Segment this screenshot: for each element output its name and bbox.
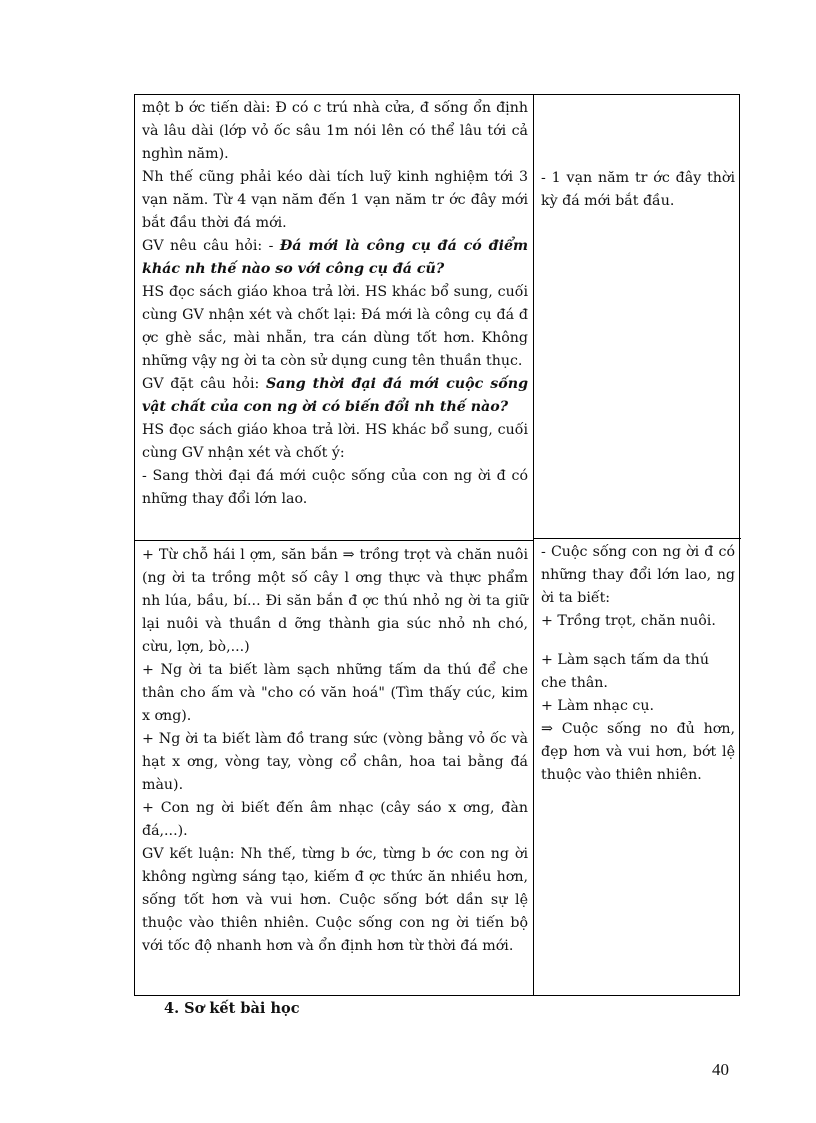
paragraph: Nh thế cũng phải kéo dài tích luỹ kinh nghiệm tới 3 vạn năm. Từ 4 vạn năm đến 1 vạn năm tr ớc đây mới bắt đầu thời đá mới. [142, 169, 528, 231]
question-paragraph [142, 373, 528, 419]
paragraph: HS đọc sách giáo khoa trả lời. HS khác bổ sung, cuối cùng GV nhận xét và chốt lại: Đá mới là công cụ đá đ ợc ghè sắc, mài nhẵn, tra cán dùng tốt hơn. Không những vậy ng ời ta còn sử dụng cung tên thuần thục. [142, 284, 528, 369]
right-row-divider [534, 538, 741, 539]
paragraph: + Con ng ời biết đến âm nhạc (cây sáo x ơng, đàn đá,...). [142, 800, 528, 839]
note: + Làm sạch tấm da thú che thân. [541, 652, 709, 691]
question-prefix: GV đặt câu hỏi: [142, 376, 266, 392]
left-row-divider [135, 540, 533, 541]
note: + Làm nhạc cụ. [541, 698, 655, 714]
question-text: Đá mới là công cụ đá có điểm khác nh thế nào so với công cụ đá cũ? [142, 238, 529, 277]
paragraph: + Từ chỗ hái l ợm, săn bắn ⇒ trồng trọt và chăn nuôi (ng ời ta trồng một số cây l ơng thực và thực phẩm nh lúa, bầu, bí... Đi săn bắn đ ợc thú nhỏ ng ời ta giữ lại nuôi và thuần d ỡng thành gia súc nhỏ nh chó, cừu, lợn, bò,...) [142, 547, 528, 655]
question-paragraph [142, 235, 528, 281]
paragraph: + Ng ời ta biết làm đồ trang sức (vòng bằng vỏ ốc và hạt x ơng, vòng tay, vòng cổ chân, hoa tai bằng đá màu). [142, 731, 528, 793]
section-heading: 4. Sơ kết bài học [164, 1000, 300, 1017]
paragraph: - Sang thời đại đá mới cuộc sống của con ng ời đ có những thay đổi lớn lao. [142, 468, 528, 507]
note: - Cuộc sống con ng ời đ có những thay đổi lớn lao, ng ời ta biết: [541, 544, 735, 606]
note: ⇒ Cuộc sống no đủ hơn, đẹp hơn và vui hơn, bớt lệ thuộc vào thiên nhiên. [541, 721, 735, 783]
question-prefix: GV nêu câu hỏi: - [142, 238, 280, 254]
column-divider [533, 95, 534, 995]
left-cell-activity-2 [142, 544, 528, 958]
right-cell-note-1 [541, 167, 735, 213]
question-text: Sang thời đại đá mới cuộc sống vật chất của con ng ời có biến đổi nh thế nào? [142, 376, 528, 415]
note: - 1 vạn năm tr ớc đây thời kỳ đá mới bắt đầu. [541, 170, 735, 209]
page-number: 40 [712, 1060, 729, 1079]
right-cell-note-2 [541, 541, 735, 787]
left-cell-activity-1 [142, 97, 528, 511]
paragraph: GV kết luận: Nh thế, từng b ớc, từng b ớc con ng ời không ngừng sáng tạo, kiếm đ ợc thức ăn nhiều hơn, sống tốt hơn và vui hơn. Cuộc sống bớt dần sự lệ thuộc vào thiên nhiên. Cuộc sống con ng ời tiến bộ với tốc độ nhanh hơn và ổn định hơn từ thời đá mới. [142, 846, 528, 954]
paragraph: HS đọc sách giáo khoa trả lời. HS khác bổ sung, cuối cùng GV nhận xét và chốt ý: [142, 422, 528, 461]
paragraph: + Ng ời ta biết làm sạch những tấm da thú để che thân cho ấm và "cho có văn hoá" (Tìm thấy cúc, kim x ơng). [142, 662, 528, 724]
lesson-table [134, 94, 740, 996]
note: + Trồng trọt, chăn nuôi. [541, 613, 716, 629]
paragraph: một b ớc tiến dài: Đ có c trú nhà cửa, đ sống ổn định và lâu dài (lớp vỏ ốc sâu 1m nói lên có thể lâu tới cả nghìn năm). [142, 100, 528, 162]
